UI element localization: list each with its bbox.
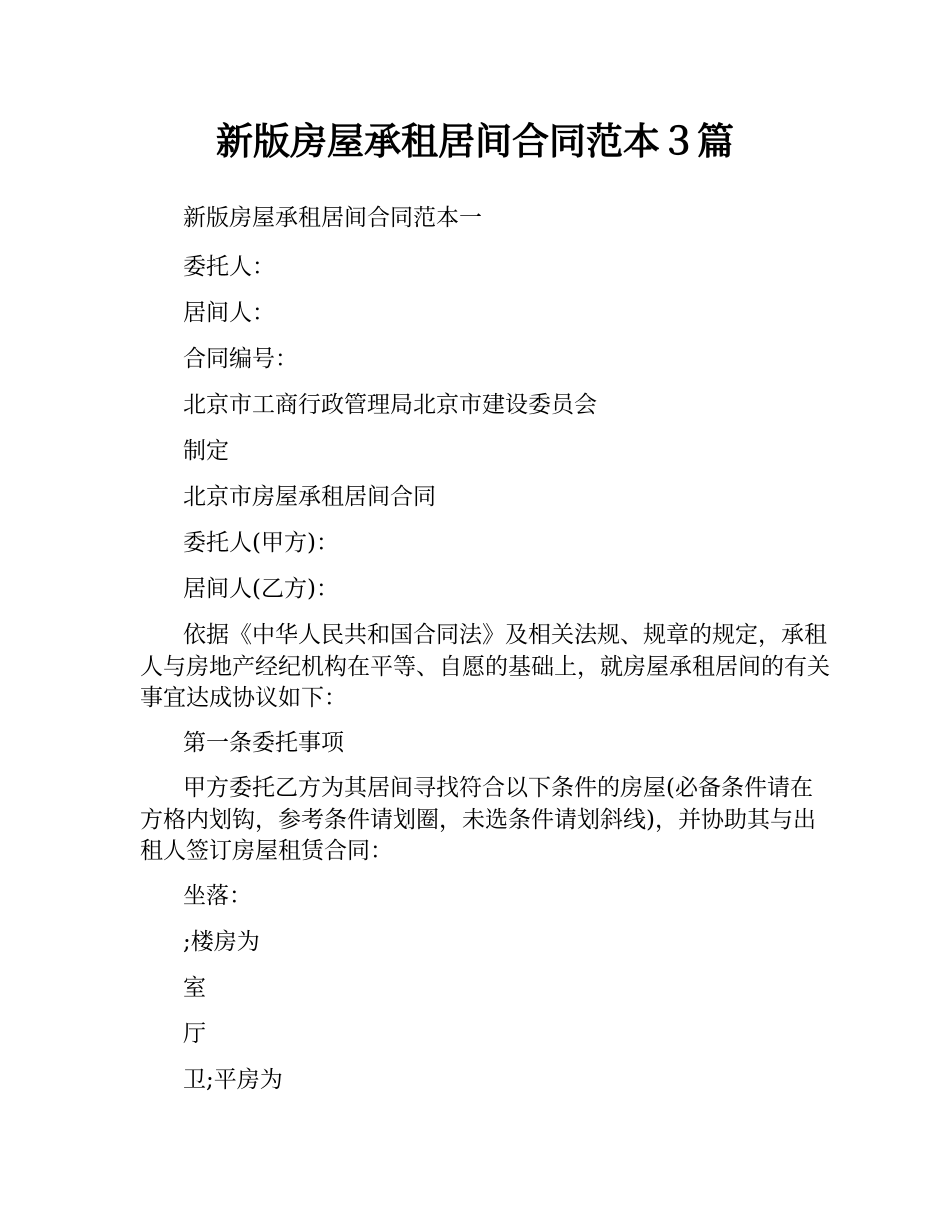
building-type-label: ;楼房为 (183, 929, 260, 955)
article-one-paragraph: 甲方委托乙方为其居间寻找符合以下条件的房屋(必备条件请在方格内划钩，参考条件请划圈，未选条件请划斜线)，并协助其与出租人签订房屋租赁合同： (140, 775, 816, 864)
contract-subtitle: 新版房屋承租居间合同范本一 (183, 205, 482, 231)
bathroom-bungalow-label: 卫;平房为 (183, 1067, 283, 1093)
intermediary-label: 居间人： (183, 300, 275, 326)
issuing-authorities: 北京市工商行政管理局北京市建设委员会 (183, 392, 597, 418)
article-one-heading: 第一条委托事项 (183, 730, 344, 756)
document-title: 新版房屋承租居间合同范本３篇 (216, 120, 734, 163)
contract-name: 北京市房屋承租居间合同 (183, 484, 436, 510)
room-label: 室 (183, 975, 206, 1001)
preamble-paragraph: 依据《中华人民共和国合同法》及相关法规、规章的规定，承租人与房地产经纪机构在平等、自愿的基础上，就房屋承租居间的有关事宜达成协议如下： (140, 622, 830, 711)
party-a-label: 委托人(甲方)： (183, 530, 339, 556)
formulated-label: 制定 (183, 438, 229, 464)
hall-label: 厅 (183, 1021, 206, 1047)
contract-number-label: 合同编号： (183, 346, 298, 372)
principal-label: 委托人： (183, 254, 275, 280)
party-b-label: 居间人(乙方)： (183, 576, 339, 602)
location-label: 坐落： (183, 883, 252, 909)
